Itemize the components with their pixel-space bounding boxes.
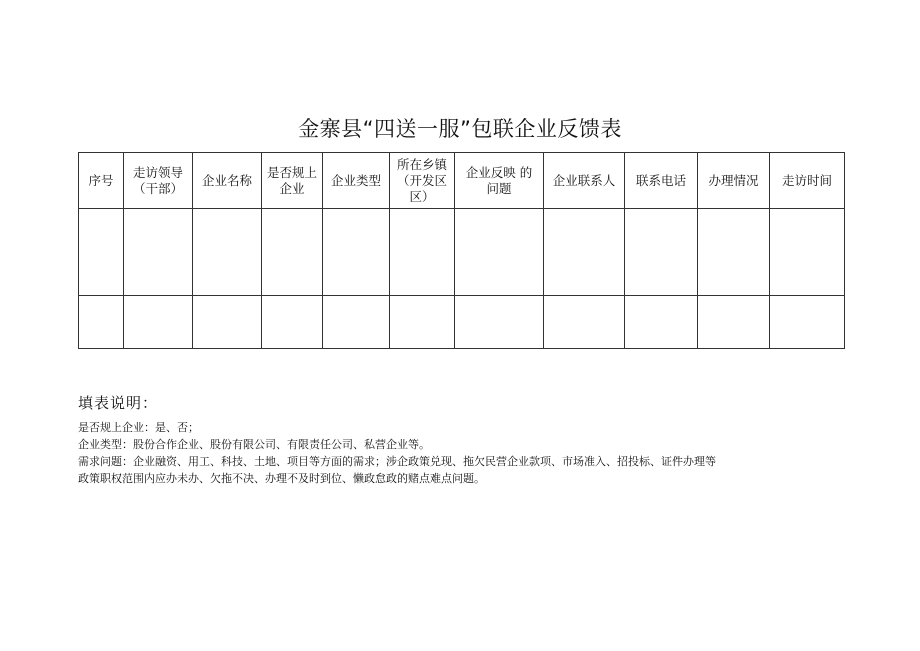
table-header-row — [79, 153, 845, 209]
table-cell[interactable] — [262, 209, 323, 296]
table-cell[interactable] — [193, 209, 262, 296]
table-cell[interactable] — [79, 296, 124, 349]
header-cell: 序号 — [79, 153, 124, 209]
table-cell[interactable] — [544, 209, 625, 296]
header-cell: 是否规上企业 — [262, 153, 323, 209]
table-row — [79, 296, 845, 349]
header-cell: 企业反映 的问题 — [455, 153, 544, 209]
table-cell[interactable] — [323, 296, 390, 349]
table-cell[interactable] — [124, 296, 193, 349]
header-cell: 走访时间 — [770, 153, 845, 209]
document-title: 金寨县“四送一服”包联企业反馈表 — [298, 117, 622, 141]
table-cell[interactable] — [770, 209, 845, 296]
header-cell: 企业名称 — [193, 153, 262, 209]
instructions — [78, 392, 858, 487]
table-row — [79, 209, 845, 296]
table-cell[interactable] — [262, 296, 323, 349]
instruction-line: 是否规上企业：是、否； — [78, 421, 199, 434]
table-cell[interactable] — [455, 209, 544, 296]
table-cell[interactable] — [770, 296, 845, 349]
instruction-line: 政策职权范围内应办未办、欠拖不决、办理不及时到位、懒政怠政的赌点难点问题。 — [78, 472, 485, 485]
table-cell[interactable] — [625, 209, 698, 296]
instruction-line: 企业类型：股份合作企业、股份有限公司、有限责任公司、私营企业等。 — [78, 438, 430, 451]
header-cell: 联系电话 — [625, 153, 698, 209]
header-cell: 企业类型 — [323, 153, 390, 209]
table-cell[interactable] — [323, 209, 390, 296]
header-cell: 办理情况 — [698, 153, 770, 209]
table-cell[interactable] — [698, 209, 770, 296]
feedback-table — [78, 152, 845, 349]
table-cell[interactable] — [625, 296, 698, 349]
table-cell[interactable] — [79, 209, 124, 296]
instructions-title: 填表说明： — [78, 394, 159, 412]
header-cell: 走访领导（干部） — [124, 153, 193, 209]
table-cell[interactable] — [698, 296, 770, 349]
table-cell[interactable] — [390, 209, 455, 296]
table-cell[interactable] — [544, 296, 625, 349]
header-cell: 所在乡镇（开发区区） — [390, 153, 455, 209]
table-cell[interactable] — [193, 296, 262, 349]
table-cell[interactable] — [124, 209, 193, 296]
table-cell[interactable] — [390, 296, 455, 349]
instruction-line: 需求问题：企业融资、用工、科技、土地、项目等方面的需求；涉企政策兑现、拖欠民营企业款项、市场准入、招投标、证件办理等 — [78, 455, 716, 468]
header-cell: 企业联系人 — [544, 153, 625, 209]
table-cell[interactable] — [455, 296, 544, 349]
